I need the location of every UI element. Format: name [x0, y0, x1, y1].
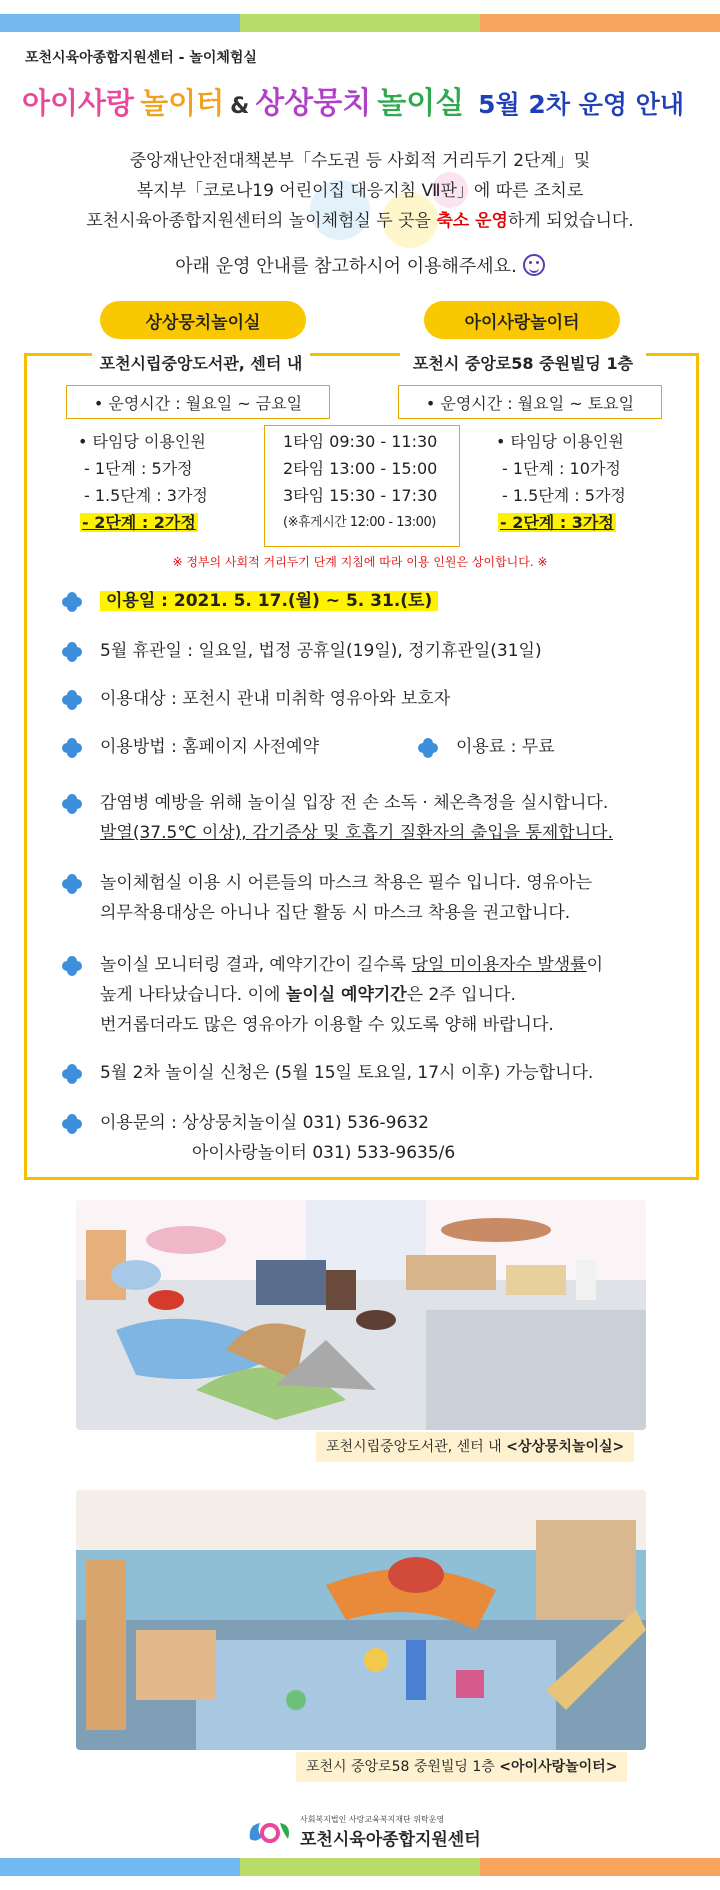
capacity-step-1-5: - 1.5단계 : 5가정 — [502, 486, 626, 505]
caption-location: 포천시 중앙로58 중원빌딩 1층 — [306, 1759, 500, 1775]
top-color-bar — [0, 14, 720, 32]
intro-line-2: 복지부「코로나19 어린이집 대응지침 Ⅶ판」에 따른 조치로 — [136, 181, 584, 201]
capacity-title: • 타임당 이용인원 — [78, 432, 206, 451]
photo-sangsang-playroom — [76, 1200, 646, 1430]
capacity-title: • 타임당 이용인원 — [496, 432, 624, 451]
capacity-step-2: - 2단계 : 2가정 — [82, 513, 196, 532]
apply-text: 5월 2차 놀이실 신청은 (5월 15일 토요일, 17시 이후) 가능합니다. — [100, 1063, 594, 1083]
session-2: 2타임 13:00 - 15:00 — [283, 459, 438, 478]
method-text: 이용방법 : 홈페이지 사전예약 — [100, 737, 320, 757]
clover-icon — [62, 956, 82, 976]
clover-icon — [62, 1064, 82, 1084]
session-times — [264, 425, 460, 547]
contact-line-1: 이용문의 : 상상뭉치놀이실 031) 536-9632 — [100, 1113, 429, 1133]
clover-icon — [418, 738, 438, 758]
clover-icon — [62, 592, 82, 612]
monitoring-line-2 — [100, 980, 603, 1010]
fee-text: 이용료 : 무료 — [456, 737, 555, 757]
title-ampersand: & — [230, 94, 250, 119]
title-playroom: 놀이실 — [377, 86, 465, 121]
room-left-capacity — [78, 428, 208, 536]
session-1: 1타임 09:30 - 11:30 — [283, 432, 438, 451]
clover-icon — [62, 642, 82, 662]
intro-line-3a: 포천시육아종합지원센터의 놀이체험실 두 곳을 — [86, 211, 431, 231]
title-aisarang: 아이사랑 — [22, 86, 135, 120]
mask-line-1: 놀이체험실 이용 시 어른들의 마스크 착용은 필수 입니다. 영유아는 — [100, 873, 593, 893]
monitoring-text: 이 — [586, 955, 604, 975]
caption-room: <아이사랑놀이터> — [499, 1759, 618, 1775]
session-break-note: (※휴게시간 12:00 - 13:00) — [283, 515, 436, 530]
monitoring-text: 은 2주 입니다. — [406, 985, 516, 1005]
target-text: 이용대상 : 포천시 관내 미취학 영유아와 보호자 — [100, 689, 451, 709]
footer-logo — [246, 1815, 486, 1849]
mask-line-2: 의무착용대상은 아니나 집단 활동 시 마스크 착용을 권고합니다. — [100, 903, 571, 923]
room-right-location: 포천시 중앙로58 중원빌딩 1층 — [400, 345, 646, 379]
intro-text — [0, 146, 720, 282]
footer-name: 포천시육아종합지원센터 — [300, 1830, 481, 1850]
capacity-step-1: - 1단계 : 10가정 — [502, 459, 621, 478]
clover-icon — [62, 690, 82, 710]
clover-icon — [62, 794, 82, 814]
photo-caption-2 — [296, 1752, 627, 1782]
title-sangsang: 상상뭉치 — [255, 86, 372, 121]
caption-room: <상상뭉치놀이실> — [506, 1439, 625, 1455]
guide-text: 아래 운영 안내를 참고하시어 이용해주세요. — [175, 256, 517, 277]
monitoring-text: 높게 나타났습니다. 이에 — [100, 985, 286, 1005]
closed-days-text: 5월 휴관일 : 일요일, 법정 공휴일(19일), 정기휴관일(31일) — [100, 641, 542, 661]
title-schedule: 5월 2차 운영 안내 — [478, 90, 684, 119]
room-left-hours: • 운영시간 : 월요일 ~ 금요일 — [66, 385, 330, 419]
monitoring-underline: 당일 미이용자수 발생률 — [411, 955, 587, 975]
title-playground: 놀이터 — [140, 86, 225, 120]
monitoring-line-3: 번거롭더라도 많은 영유아가 이용할 수 있도록 양해 바랍니다. — [100, 1015, 554, 1035]
contact-line-2: 아이사랑놀이터 031) 533-9635/6 — [192, 1143, 456, 1163]
period-text: 이용일 : 2021. 5. 17.(월) ~ 5. 31.(토) — [100, 591, 438, 611]
organization-label: 포천시육아종합지원센터 - 놀이체험실 — [25, 50, 257, 66]
clover-icon — [62, 738, 82, 758]
caption-location: 포천시립중앙도서관, 센터 내 — [326, 1439, 507, 1455]
center-logo-icon — [246, 1817, 294, 1847]
capacity-step-1: - 1단계 : 5가정 — [84, 459, 193, 478]
footer-subtitle: 사회복지법인 사랑교육복지재단 위탁운영 — [300, 1815, 445, 1824]
reservation-period: 놀이실 예약기간 — [285, 985, 407, 1005]
session-3: 3타임 15:30 - 17:30 — [283, 486, 438, 505]
reduced-operation: 축소 운영 — [436, 211, 508, 231]
room-left-location: 포천시립중앙도서관, 센터 내 — [92, 345, 310, 379]
prevention-line-1: 감염병 예방을 위해 놀이실 입장 전 손 소독 · 체온측정을 실시합니다. — [100, 793, 609, 813]
room-right-hours: • 운영시간 : 월요일 ~ 토요일 — [398, 385, 662, 419]
room-left-name: 상상뭉치놀이실 — [100, 301, 306, 339]
photo-caption-1 — [316, 1432, 634, 1462]
clover-icon — [62, 1114, 82, 1134]
bottom-color-bar — [0, 1858, 720, 1876]
intro-line-1: 중앙재난안전대책본부「수도권 등 사회적 거리두기 2단계」및 — [129, 151, 591, 171]
page-title — [22, 78, 712, 122]
capacity-notice: ※ 정부의 사회적 거리두기 단계 지침에 따라 이용 인원은 상이합니다. ※ — [172, 555, 548, 569]
room-right-name: 아이사랑놀이터 — [424, 301, 620, 339]
intro-line-3b: 하게 되었습니다. — [507, 211, 634, 231]
room-right-capacity — [496, 428, 626, 536]
monitoring-text: 놀이실 모니터링 결과, 예약기간이 길수록 — [100, 955, 412, 975]
prevention-line-2: 발열(37.5℃ 이상), 감기증상 및 호흡기 질환자의 출입을 통제합니다. — [100, 823, 613, 843]
intro-line-3 — [0, 206, 720, 236]
guide-line — [0, 252, 720, 282]
clover-icon — [62, 874, 82, 894]
monitoring-line-1 — [100, 950, 603, 980]
capacity-step-2: - 2단계 : 3가정 — [500, 513, 614, 532]
smile-icon — [523, 254, 545, 276]
capacity-step-1-5: - 1.5단계 : 3가정 — [84, 486, 208, 505]
photo-aisarang-playground — [76, 1490, 646, 1750]
